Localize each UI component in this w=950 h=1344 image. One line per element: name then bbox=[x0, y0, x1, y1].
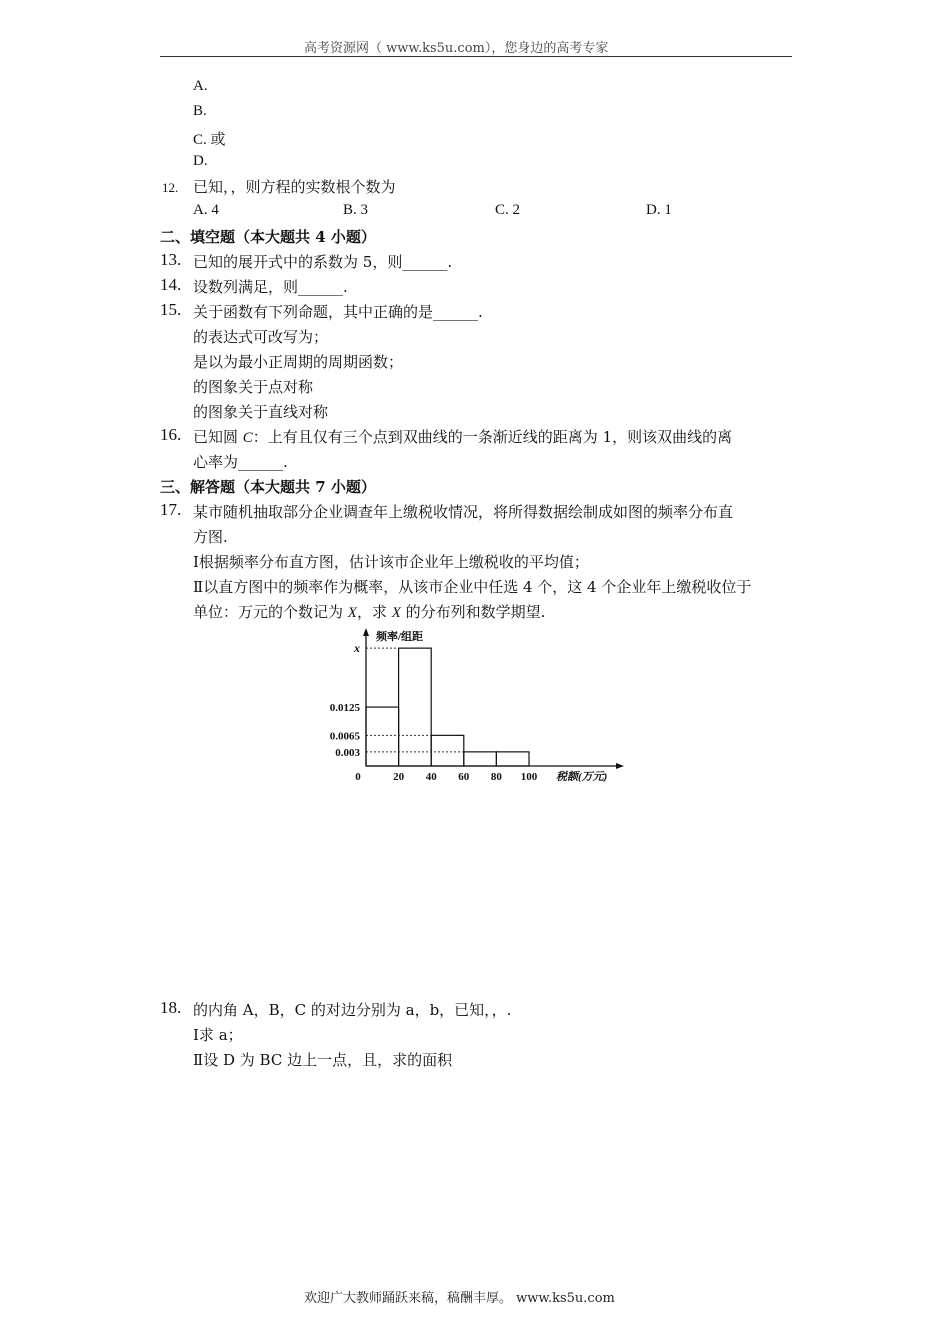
q17-p2-b: ，求 bbox=[356, 603, 392, 621]
histogram-bar-80-100 bbox=[496, 752, 529, 766]
q14-text: 设数列满足，则______. bbox=[193, 278, 348, 296]
page-footer: 欢迎广大教师踊跃来稿，稿酬丰厚。 www.ks5u.com bbox=[304, 1291, 615, 1306]
q11-option-c: C. 或 bbox=[193, 132, 226, 148]
q12-option-b: B. 3 bbox=[343, 202, 369, 218]
x-tick-label: 0 bbox=[355, 771, 361, 783]
page-header: 高考资源网（ www.ks5u.com），您身边的高考专家 bbox=[304, 41, 609, 56]
q17-number: 17. bbox=[160, 500, 182, 519]
section-2-title: 二、填空题（本大题共 4 小题） bbox=[160, 228, 376, 246]
q15-item-2: 是以为最小正周期的周期函数； bbox=[193, 353, 404, 371]
y-axis-arrow bbox=[363, 628, 369, 636]
y-tick-label: 0.0125 bbox=[329, 702, 360, 715]
q17-part-2-line-2 bbox=[193, 602, 545, 623]
histogram-bar-40-60 bbox=[431, 735, 464, 766]
q16-line-1 bbox=[193, 427, 732, 448]
q16-line-1-a: 已知圆 bbox=[193, 428, 243, 446]
q14-number: 14. bbox=[160, 275, 182, 294]
q15-text: 关于函数有下列命题，其中正确的是______. bbox=[193, 303, 483, 321]
q12-number: 12. bbox=[162, 180, 179, 195]
x-tick-label: 40 bbox=[425, 771, 437, 783]
q17-p2-c: 的分布列和数学期望. bbox=[400, 603, 546, 621]
q18-part-1: Ⅰ求 a； bbox=[193, 1026, 243, 1044]
q12-option-d: D. 1 bbox=[646, 202, 672, 218]
q13-number: 13. bbox=[160, 250, 182, 269]
q17-line-2: 方图. bbox=[193, 528, 228, 546]
q15-item-1: 的表达式可改写为； bbox=[193, 328, 329, 346]
x-tick-label: 20 bbox=[393, 771, 405, 783]
q13-text: 已知的展开式中的系数为 5，则______. bbox=[193, 253, 453, 271]
x-tick-label: 60 bbox=[458, 771, 470, 783]
y-tick-label: x bbox=[354, 641, 360, 656]
q15-item-3: 的图象关于点对称 bbox=[193, 378, 314, 396]
q16-number: 16. bbox=[160, 425, 182, 444]
q17-part-2-line-1: Ⅱ以直方图中的频率作为概率，从该市企业中任选 4 个，这 4 个企业年上缴税收位于 bbox=[193, 578, 752, 596]
histogram-bar-60-80 bbox=[464, 752, 497, 766]
frequency-histogram bbox=[310, 624, 640, 790]
q18-line-1: 的内角 A，B，C 的对边分别为 a，b，已知，，. bbox=[193, 1001, 512, 1019]
y-tick-label: 0.003 bbox=[335, 746, 360, 759]
q15-number: 15. bbox=[160, 300, 182, 319]
q12-option-c: C. 2 bbox=[495, 202, 521, 218]
q16-line-1-b: ：上有且仅有三个点到双曲线的一条渐近线的距离为 1，则该双曲线的离 bbox=[252, 428, 733, 446]
x-tick-label: 100 bbox=[520, 771, 538, 783]
q17-line-1: 某市随机抽取部分企业调查年上缴税收情况，将所得数据绘制成如图的频率分布直 bbox=[193, 503, 734, 521]
q17-var-x-1: X bbox=[347, 605, 357, 621]
q11-option-b: B. bbox=[193, 103, 207, 119]
y-axis-label: 频率/组距 bbox=[376, 631, 424, 643]
q11-option-d: D. bbox=[193, 153, 208, 169]
header-rule bbox=[160, 56, 792, 57]
q12-option-a: A. 4 bbox=[193, 202, 219, 218]
x-axis-label: 税额(万元) bbox=[556, 771, 608, 783]
q17-var-x-2: X bbox=[391, 605, 401, 621]
q17-p2-a: 单位：万元的个数记为 bbox=[193, 603, 348, 621]
q11-option-a: A. bbox=[193, 78, 208, 94]
x-axis-arrow bbox=[616, 763, 624, 769]
q12-stem: 已知，，则方程的实数根个数为 bbox=[193, 178, 396, 196]
section-3-title: 三、解答题（本大题共 7 小题） bbox=[160, 478, 376, 496]
q16-line-2: 心率为______. bbox=[193, 453, 288, 471]
histogram-bar-0-20 bbox=[366, 707, 399, 766]
q15-item-4: 的图象关于直线对称 bbox=[193, 403, 329, 421]
y-tick-label: 0.0065 bbox=[329, 730, 360, 743]
q16-var-c: C bbox=[242, 430, 253, 446]
x-tick-label: 80 bbox=[490, 771, 502, 783]
q17-part-1: Ⅰ根据频率分布直方图，估计该市企业年上缴税收的平均值； bbox=[193, 553, 589, 571]
q18-number: 18. bbox=[160, 998, 182, 1017]
q18-part-2: Ⅱ设 D 为 BC 边上一点，且，求的面积 bbox=[193, 1051, 453, 1069]
histogram-bar-20-40 bbox=[399, 648, 432, 766]
